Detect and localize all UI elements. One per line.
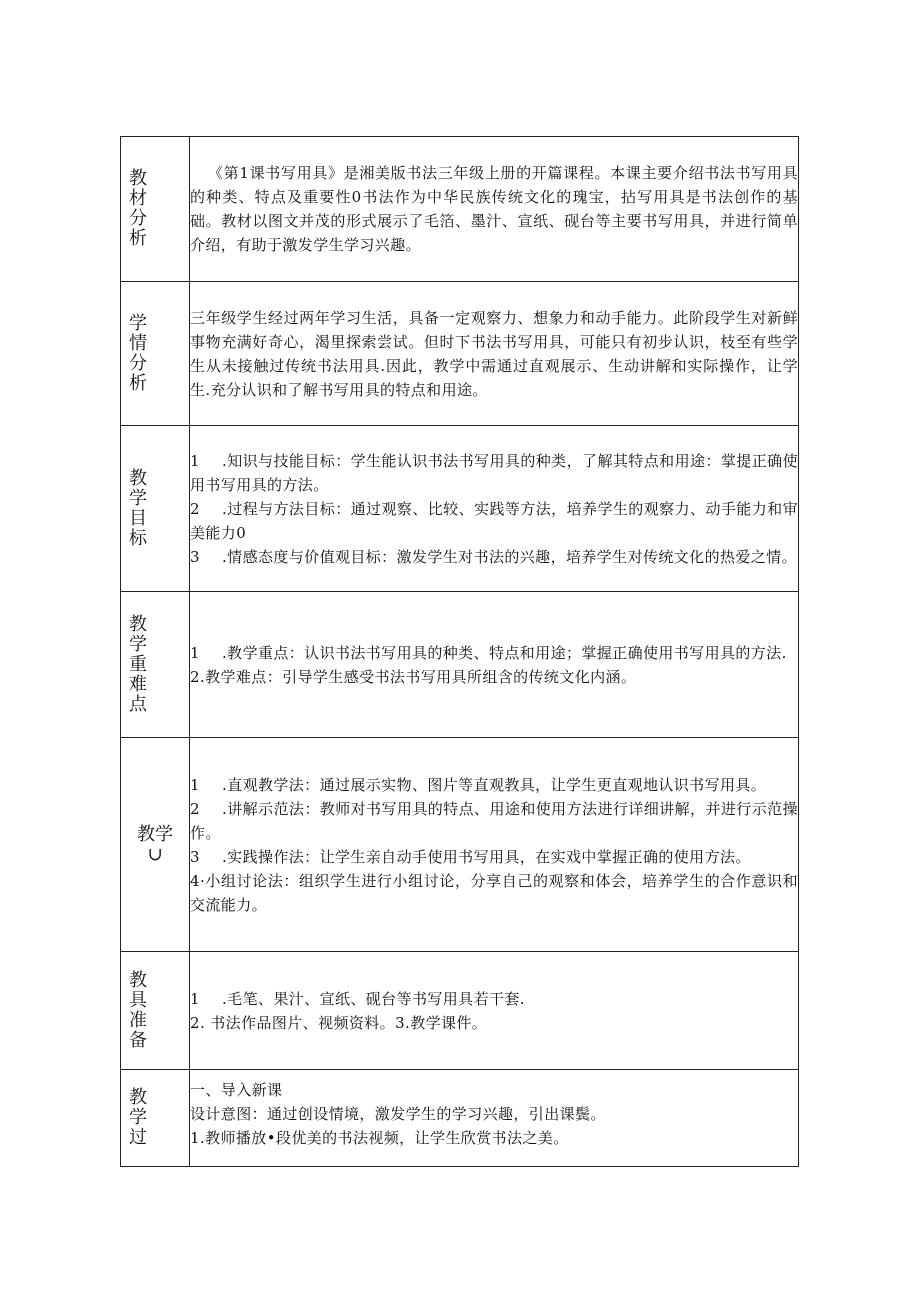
- content-cell: [190, 282, 799, 426]
- content-cell: [190, 426, 799, 592]
- label-cell: [121, 738, 190, 952]
- item-text: 4·小组讨论法：组织学生进行小组讨论，分享自己的观察和体会，培养学生的合作意识和交流能力。: [190, 871, 798, 914]
- item-number: 2: [190, 799, 200, 818]
- list-item: [190, 869, 798, 917]
- list-item: [190, 845, 798, 869]
- list-item: [190, 1011, 798, 1035]
- row-label: 教材分析: [129, 168, 147, 249]
- item-text: .毛笔、果汁、宣纸、砚台等书写用具若干套.: [222, 989, 525, 1008]
- label-cell: [121, 137, 190, 282]
- lesson-plan-table: [120, 136, 799, 1167]
- design-intent: 设计意图：通过创设情境，激发学生的学习兴趣，引出课鬓。: [190, 1105, 606, 1123]
- item-text: .教学重点：认识书法书写用具的种类、特点和用途；掌握正确使用书写用具的方法.: [222, 643, 787, 662]
- student-analysis-text: 三年级学生经过两年学习生活，具备一定观察力、想象力和动手能力。此阶段学生对新鲜事物充满好奇心，渴里探索尝试。但时下书法书写用具，可能只有初步认识，枝至有些学生从未接触过传统书法用具.因此，教学中需通过直观展示、生动讲解和实际操作，让学生.充分认识和了解书写用具的特点和用途。: [190, 308, 798, 399]
- row-key-difficult-points: [121, 592, 799, 738]
- list-item: [190, 545, 798, 569]
- item-number: 3: [190, 547, 200, 566]
- section-heading: 一、导入新课: [190, 1081, 283, 1099]
- content-cell: [190, 1070, 799, 1167]
- list-item: [190, 665, 798, 689]
- list-item: [190, 797, 798, 845]
- row-teaching-methods: [121, 738, 799, 952]
- label-cell: [121, 952, 190, 1070]
- content-cell: [190, 137, 799, 282]
- item-number: 1: [190, 451, 200, 470]
- label-cell: [121, 426, 190, 592]
- item-text: .过程与方法目标：通过观察、比较、实践等方法，培养学生的观察力、动手能力和审美能力0: [190, 499, 798, 542]
- list-item: [190, 641, 798, 665]
- item-text: .情感态度与价值观目标：激发学生对书法的兴趣，培养学生对传统文化的热爱之情。: [222, 547, 797, 566]
- content-cell: [190, 592, 799, 738]
- list-item: [190, 449, 798, 497]
- row-label: 教学目标: [129, 467, 147, 549]
- row-label: 教学过: [129, 1087, 147, 1148]
- label-cell: [121, 282, 190, 426]
- list-item: [190, 773, 798, 797]
- row-label: 教具准备: [129, 969, 147, 1051]
- item-text: .讲解示范法：教师对书写用具的特点、用途和使用方法进行详细讲解，并进行示范操作。: [190, 799, 798, 842]
- item-number: 3: [190, 847, 200, 866]
- row-student-analysis: [121, 282, 799, 426]
- row-teaching-process: [121, 1070, 799, 1167]
- row-teaching-goals: [121, 426, 799, 592]
- item-number: 1: [190, 775, 200, 794]
- item-text: .实践操作法：让学生亲自动手使用书写用具，在实戏中掌握正确的使用方法。: [222, 847, 751, 866]
- row-label: 教学重难点: [129, 613, 147, 715]
- item-number: 2: [190, 499, 200, 518]
- label-cell: [121, 1070, 190, 1167]
- material-analysis-text: 《第1课书写用具》是湘美版书法三年级上册的开篇课程。本课主要介绍书法书写用具的种类、特点及重要性0书法作为中华民族传统文化的瑰宝，拈写用具是书法创作的基础。教材以图文并茂的形式展示了毛箔、墨汁、宣纸、砚台等主要书写用具，并进行简单介绍，有助于激发学生学习兴趣。: [190, 164, 798, 254]
- list-item: [190, 497, 798, 545]
- row-label: 学情分析: [129, 312, 147, 394]
- item-number: 1: [190, 989, 200, 1008]
- item-text: 2.教学难点：引导学生感受书法书写用具所组含的传统文化内涵。: [190, 667, 637, 686]
- item-text: 2. 书法作品图片、视频资料。3.教学课件。: [190, 1013, 488, 1032]
- item-text: .直观教学法：通过展示实物、图片等直观教具，让学生更直观地认识书写用具。: [222, 775, 767, 794]
- item-number: 1: [190, 643, 200, 662]
- item-text: .知识与技能目标：学生能认识书法书写用具的种类，了解其特点和用途：掌提正确使用书写用具的方法。: [190, 451, 798, 494]
- row-teaching-tools: [121, 952, 799, 1070]
- process-step: 1.教师播放•段优美的书法视频，让学生欣赏书法之美。: [190, 1129, 569, 1147]
- label-cell: [121, 592, 190, 738]
- row-material-analysis: [121, 137, 799, 282]
- list-item: [190, 987, 798, 1011]
- content-cell: [190, 738, 799, 952]
- content-cell: [190, 952, 799, 1070]
- row-label: 教学∪: [137, 823, 173, 865]
